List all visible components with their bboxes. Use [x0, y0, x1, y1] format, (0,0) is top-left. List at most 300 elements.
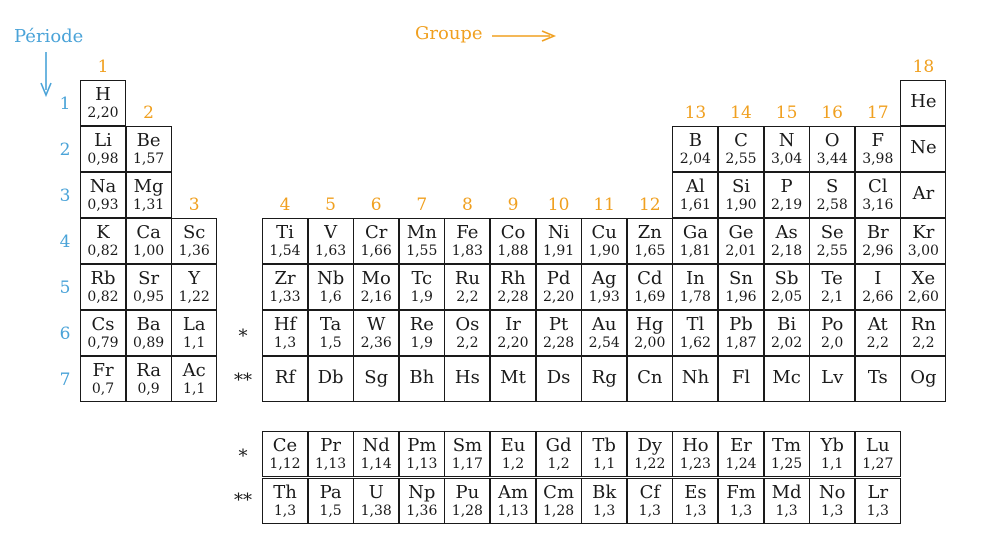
element-symbol: Sg: [364, 367, 389, 388]
element-symbol: Zr: [274, 268, 296, 289]
element-cell-ce: [262, 431, 308, 477]
element-symbol: Ni: [547, 222, 570, 243]
element-symbol: Cs: [91, 314, 115, 335]
element-symbol: Tm: [772, 435, 802, 456]
element-cell-po: [809, 310, 855, 356]
element-cell-ar: [900, 172, 946, 218]
element-cell-n: [764, 126, 810, 172]
element-electronegativity: 2,18: [771, 243, 803, 259]
element-cell-zr: [262, 264, 308, 310]
element-cell-se: [809, 218, 855, 264]
element-cell-pu: [444, 478, 490, 524]
element-cell-dy: [627, 431, 673, 477]
element-symbol: Lu: [866, 435, 890, 456]
element-cell-at: [855, 310, 901, 356]
element-cell-tb: [581, 431, 627, 477]
element-electronegativity: 1,00: [133, 243, 165, 259]
element-electronegativity: 1,2: [547, 456, 570, 472]
element-electronegativity: 2,2: [866, 335, 889, 351]
element-cell-th: [262, 478, 308, 524]
element-symbol: H: [95, 84, 111, 105]
element-cell-p: [764, 172, 810, 218]
element-cell-sm: [444, 431, 490, 477]
element-electronegativity: 2,2: [912, 335, 935, 351]
element-cell-i: [855, 264, 901, 310]
element-cell-cm: [536, 478, 582, 524]
element-symbol: O: [824, 130, 840, 151]
element-symbol: Cm: [543, 482, 575, 503]
element-symbol: Hg: [636, 314, 664, 335]
element-electronegativity: 0,89: [133, 335, 165, 351]
period-number: 6: [59, 324, 71, 344]
element-symbol: As: [775, 222, 798, 243]
element-cell-na: [80, 172, 126, 218]
element-symbol: Ts: [867, 367, 888, 388]
element-symbol: Rg: [591, 367, 617, 388]
element-cell-h: [80, 80, 126, 126]
element-symbol: Ac: [182, 360, 206, 381]
element-electronegativity: 1,63: [315, 243, 347, 259]
element-symbol: Au: [591, 314, 617, 335]
element-cell-cs: [80, 310, 126, 356]
periode-arrow-icon: [36, 50, 56, 100]
group-number: 7: [416, 195, 428, 215]
element-cell-db: [308, 356, 354, 402]
element-symbol: Pa: [319, 482, 342, 503]
element-electronegativity: 1,96: [725, 289, 757, 305]
element-symbol: Nd: [362, 435, 390, 456]
element-symbol: Os: [455, 314, 480, 335]
element-cell-ru: [444, 264, 490, 310]
element-electronegativity: 2,28: [543, 335, 575, 351]
element-cell-tm: [764, 431, 810, 477]
element-electronegativity: 1,1: [821, 456, 844, 472]
element-cell-rb: [80, 264, 126, 310]
element-cell-s: [809, 172, 855, 218]
element-electronegativity: 0,9: [137, 381, 160, 397]
element-electronegativity: 0,7: [91, 381, 115, 397]
periode-label: Période: [14, 26, 84, 47]
element-electronegativity: 1,24: [725, 456, 757, 472]
element-cell-ds: [536, 356, 582, 402]
group-number: 3: [188, 195, 200, 215]
element-cell-mn: [399, 218, 445, 264]
element-electronegativity: 1,1: [593, 456, 616, 472]
element-electronegativity: 1,57: [133, 151, 165, 167]
group-number: 15: [775, 103, 798, 123]
element-cell-au: [581, 310, 627, 356]
element-cell-np: [399, 478, 445, 524]
element-symbol: Ta: [319, 314, 342, 335]
element-electronegativity: 0,82: [87, 243, 119, 259]
element-cell-nb: [308, 264, 354, 310]
element-electronegativity: 1,28: [543, 503, 575, 519]
element-symbol: Eu: [500, 435, 526, 456]
element-symbol: Sc: [182, 222, 206, 243]
element-symbol: Po: [821, 314, 844, 335]
element-electronegativity: 2,2: [456, 335, 479, 351]
element-electronegativity: 1,61: [679, 197, 711, 213]
element-electronegativity: 1,13: [497, 503, 529, 519]
element-electronegativity: 0,98: [87, 151, 119, 167]
element-symbol: Hf: [273, 314, 297, 335]
element-symbol: Te: [821, 268, 843, 289]
element-symbol: Pt: [548, 314, 569, 335]
element-electronegativity: 3,04: [771, 151, 803, 167]
element-cell-pd: [536, 264, 582, 310]
element-cell-te: [809, 264, 855, 310]
element-electronegativity: 1,3: [866, 503, 889, 519]
element-cell-be: [126, 126, 172, 172]
element-cell-pt: [536, 310, 582, 356]
element-cell-no: [809, 478, 855, 524]
element-electronegativity: 1,17: [451, 456, 483, 472]
element-symbol: Db: [317, 367, 344, 388]
element-cell-co: [490, 218, 536, 264]
element-cell-ag: [581, 264, 627, 310]
element-cell-tc: [399, 264, 445, 310]
element-cell-u: [353, 478, 399, 524]
group-number: 1: [97, 57, 109, 77]
element-cell-xe: [900, 264, 946, 310]
element-electronegativity: 1,22: [178, 289, 210, 305]
element-electronegativity: 3,98: [862, 151, 894, 167]
element-electronegativity: 2,1: [821, 289, 844, 305]
groupe-label: Groupe: [415, 23, 483, 44]
element-cell-rh: [490, 264, 536, 310]
period-number: 2: [59, 140, 71, 160]
element-electronegativity: 2,55: [816, 243, 848, 259]
element-symbol: B: [688, 130, 702, 151]
element-symbol: Al: [686, 176, 705, 197]
element-cell-am: [490, 478, 536, 524]
element-electronegativity: 1,5: [319, 503, 342, 519]
element-cell-as: [764, 218, 810, 264]
group-number: 18: [912, 57, 935, 77]
element-cell-fr: [80, 356, 126, 402]
element-symbol: P: [780, 176, 793, 197]
element-symbol: Ca: [136, 222, 161, 243]
element-electronegativity: 1,78: [679, 289, 711, 305]
element-electronegativity: 1,13: [406, 456, 438, 472]
element-symbol: Cd: [637, 268, 663, 289]
element-cell-er: [718, 431, 764, 477]
element-electronegativity: 1,5: [319, 335, 342, 351]
element-cell-br: [855, 218, 901, 264]
element-electronegativity: 2,2: [456, 289, 479, 305]
element-symbol: Cl: [868, 176, 888, 197]
element-symbol: Rf: [274, 367, 296, 388]
element-cell-cn: [627, 356, 673, 402]
element-symbol: Sm: [452, 435, 483, 456]
period-number: 7: [59, 370, 71, 390]
element-cell-fl: [718, 356, 764, 402]
element-symbol: Bk: [592, 482, 617, 503]
element-symbol: Ds: [546, 367, 571, 388]
element-cell-ga: [672, 218, 718, 264]
element-symbol: Ru: [454, 268, 480, 289]
element-electronegativity: 1,54: [269, 243, 301, 259]
element-cell-ba: [126, 310, 172, 356]
element-cell-ho: [672, 431, 718, 477]
element-electronegativity: 2,60: [907, 289, 939, 305]
element-cell-lv: [809, 356, 855, 402]
element-symbol: Be: [136, 130, 161, 151]
element-electronegativity: 1,3: [821, 503, 844, 519]
group-number: 11: [593, 195, 615, 215]
group-number: 12: [638, 195, 661, 215]
element-electronegativity: 1,3: [273, 503, 297, 519]
element-cell-lr: [855, 478, 901, 524]
element-cell-lu: [855, 431, 901, 477]
element-cell-ca: [126, 218, 172, 264]
actinide-series-marker: **: [234, 490, 252, 511]
element-symbol: In: [686, 268, 705, 289]
element-symbol: Y: [188, 268, 201, 289]
element-cell-cd: [627, 264, 673, 310]
element-electronegativity: 2,20: [543, 289, 575, 305]
element-cell-rg: [581, 356, 627, 402]
group-number: 4: [279, 195, 291, 215]
element-cell-bh: [399, 356, 445, 402]
period-number: 3: [59, 186, 71, 206]
element-symbol: Md: [771, 482, 802, 503]
element-symbol: Hs: [454, 367, 480, 388]
element-cell-al: [672, 172, 718, 218]
element-electronegativity: 1,6: [319, 289, 342, 305]
element-symbol: U: [368, 482, 384, 503]
element-electronegativity: 1,90: [725, 197, 757, 213]
element-cell-w: [353, 310, 399, 356]
element-electronegativity: 2,0: [821, 335, 844, 351]
element-symbol: La: [182, 314, 206, 335]
element-symbol: Mg: [133, 176, 164, 197]
element-electronegativity: 1,36: [406, 503, 438, 519]
element-electronegativity: 1,12: [269, 456, 301, 472]
element-cell-ne: [900, 126, 946, 172]
element-symbol: Fl: [731, 367, 751, 388]
element-electronegativity: 1,3: [593, 503, 616, 519]
element-cell-ni: [536, 218, 582, 264]
element-electronegativity: 2,01: [725, 243, 757, 259]
element-electronegativity: 1,33: [269, 289, 301, 305]
element-electronegativity: 0,82: [87, 289, 119, 305]
element-symbol: Gd: [545, 435, 572, 456]
element-symbol: Er: [730, 435, 752, 456]
element-cell-li: [80, 126, 126, 172]
element-cell-md: [764, 478, 810, 524]
element-cell-fm: [718, 478, 764, 524]
element-cell-pm: [399, 431, 445, 477]
element-cell-he: [900, 80, 946, 126]
element-symbol: Pu: [455, 482, 480, 503]
element-electronegativity: 1,3: [273, 335, 297, 351]
group-number: 13: [684, 103, 707, 123]
element-symbol: K: [96, 222, 110, 243]
element-symbol: Tl: [686, 314, 705, 335]
element-symbol: Ne: [910, 137, 937, 158]
element-symbol: Xe: [911, 268, 936, 289]
element-cell-hg: [627, 310, 673, 356]
element-cell-sr: [126, 264, 172, 310]
element-cell-eu: [490, 431, 536, 477]
element-electronegativity: 2,28: [497, 289, 529, 305]
element-electronegativity: 3,00: [907, 243, 939, 259]
element-cell-ti: [262, 218, 308, 264]
element-cell-hs: [444, 356, 490, 402]
element-cell-ge: [718, 218, 764, 264]
element-symbol: N: [778, 130, 795, 151]
element-electronegativity: 3,16: [862, 197, 894, 213]
element-symbol: Cn: [637, 367, 663, 388]
element-cell-la: [171, 310, 217, 356]
group-number: 14: [730, 103, 752, 123]
element-cell-y: [171, 264, 217, 310]
element-cell-in: [672, 264, 718, 310]
element-symbol: Lv: [821, 367, 844, 388]
element-cell-es: [672, 478, 718, 524]
element-symbol: Ba: [136, 314, 161, 335]
element-symbol: Ti: [276, 222, 294, 243]
element-electronegativity: 0,79: [87, 335, 119, 351]
element-symbol: Bh: [409, 367, 435, 388]
actinide-marker: **: [234, 370, 252, 391]
group-number: 2: [143, 103, 154, 123]
group-number: 8: [461, 195, 473, 215]
element-electronegativity: 2,66: [862, 289, 894, 305]
group-number: 9: [507, 195, 519, 215]
element-symbol: Mo: [361, 268, 391, 289]
element-electronegativity: 1,1: [183, 335, 206, 351]
element-electronegativity: 1,23: [679, 456, 711, 472]
element-symbol: Ce: [272, 435, 298, 456]
element-symbol: Re: [409, 314, 434, 335]
element-symbol: W: [366, 314, 386, 335]
element-symbol: Ra: [136, 360, 161, 381]
element-cell-pa: [308, 478, 354, 524]
element-symbol: Ho: [682, 435, 709, 456]
element-symbol: Br: [866, 222, 889, 243]
element-symbol: Fe: [456, 222, 479, 243]
element-electronegativity: 1,22: [634, 456, 666, 472]
element-cell-og: [900, 356, 946, 402]
element-electronegativity: 1,65: [634, 243, 666, 259]
element-electronegativity: 2,20: [87, 105, 119, 121]
element-electronegativity: 1,3: [638, 503, 661, 519]
element-electronegativity: 3,44: [816, 151, 848, 167]
element-cell-mo: [353, 264, 399, 310]
element-cell-bi: [764, 310, 810, 356]
element-cell-cf: [627, 478, 673, 524]
element-symbol: Cu: [591, 222, 617, 243]
element-cell-zn: [627, 218, 673, 264]
element-symbol: Sr: [138, 268, 160, 289]
element-symbol: Ge: [728, 222, 754, 243]
element-cell-bk: [581, 478, 627, 524]
element-symbol: Fm: [726, 482, 756, 503]
element-cell-sc: [171, 218, 217, 264]
element-electronegativity: 1,9: [410, 335, 433, 351]
element-cell-fe: [444, 218, 490, 264]
element-electronegativity: 1,25: [771, 456, 803, 472]
element-symbol: No: [818, 482, 846, 503]
lanthanide-marker: *: [238, 326, 248, 347]
element-electronegativity: 1,36: [178, 243, 210, 259]
period-number: 1: [59, 94, 71, 114]
element-symbol: Np: [408, 482, 436, 503]
element-cell-nh: [672, 356, 718, 402]
element-cell-yb: [809, 431, 855, 477]
element-symbol: Nb: [316, 268, 345, 289]
element-electronegativity: 1,93: [588, 289, 620, 305]
element-symbol: Es: [684, 482, 707, 503]
element-electronegativity: 2,96: [862, 243, 894, 259]
element-electronegativity: 2,20: [497, 335, 529, 351]
element-cell-k: [80, 218, 126, 264]
element-cell-rf: [262, 356, 308, 402]
element-symbol: Rh: [500, 268, 526, 289]
element-symbol: Nh: [681, 367, 710, 388]
element-electronegativity: 1,2: [501, 456, 525, 472]
element-symbol: S: [826, 176, 839, 197]
element-cell-mg: [126, 172, 172, 218]
group-number: 17: [866, 103, 889, 123]
element-symbol: Na: [89, 176, 117, 197]
element-symbol: Bi: [777, 314, 797, 335]
element-electronegativity: 1,69: [634, 289, 666, 305]
element-cell-kr: [900, 218, 946, 264]
element-electronegativity: 2,55: [725, 151, 757, 167]
element-cell-ts: [855, 356, 901, 402]
element-symbol: Ag: [591, 268, 617, 289]
element-cell-sn: [718, 264, 764, 310]
element-cell-v: [308, 218, 354, 264]
element-symbol: F: [871, 130, 885, 151]
element-electronegativity: 1,28: [451, 503, 483, 519]
element-cell-b: [672, 126, 718, 172]
group-number: 10: [547, 195, 570, 215]
element-cell-si: [718, 172, 764, 218]
element-electronegativity: 1,90: [588, 243, 620, 259]
element-symbol: Mn: [406, 222, 437, 243]
element-cell-gd: [536, 431, 582, 477]
period-number: 4: [59, 232, 71, 252]
element-symbol: Pb: [729, 314, 753, 335]
element-cell-rn: [900, 310, 946, 356]
lanthanide-series-marker: *: [238, 446, 248, 467]
element-cell-cl: [855, 172, 901, 218]
element-cell-mt: [490, 356, 536, 402]
element-electronegativity: 1,83: [451, 243, 483, 259]
element-electronegativity: 1,3: [729, 503, 753, 519]
element-symbol: Cf: [639, 482, 661, 503]
element-electronegativity: 1,55: [406, 243, 438, 259]
group-number: 5: [325, 195, 336, 215]
element-electronegativity: 1,81: [679, 243, 711, 259]
element-cell-pr: [308, 431, 354, 477]
element-symbol: Am: [497, 482, 529, 503]
element-symbol: Yb: [820, 435, 844, 456]
element-electronegativity: 1,31: [133, 197, 165, 213]
element-symbol: Sb: [774, 268, 799, 289]
element-symbol: Kr: [912, 222, 935, 243]
element-electronegativity: 1,91: [543, 243, 575, 259]
element-cell-ir: [490, 310, 536, 356]
element-electronegativity: 0,93: [87, 197, 119, 213]
element-cell-sb: [764, 264, 810, 310]
element-electronegativity: 1,27: [862, 456, 894, 472]
element-cell-cu: [581, 218, 627, 264]
